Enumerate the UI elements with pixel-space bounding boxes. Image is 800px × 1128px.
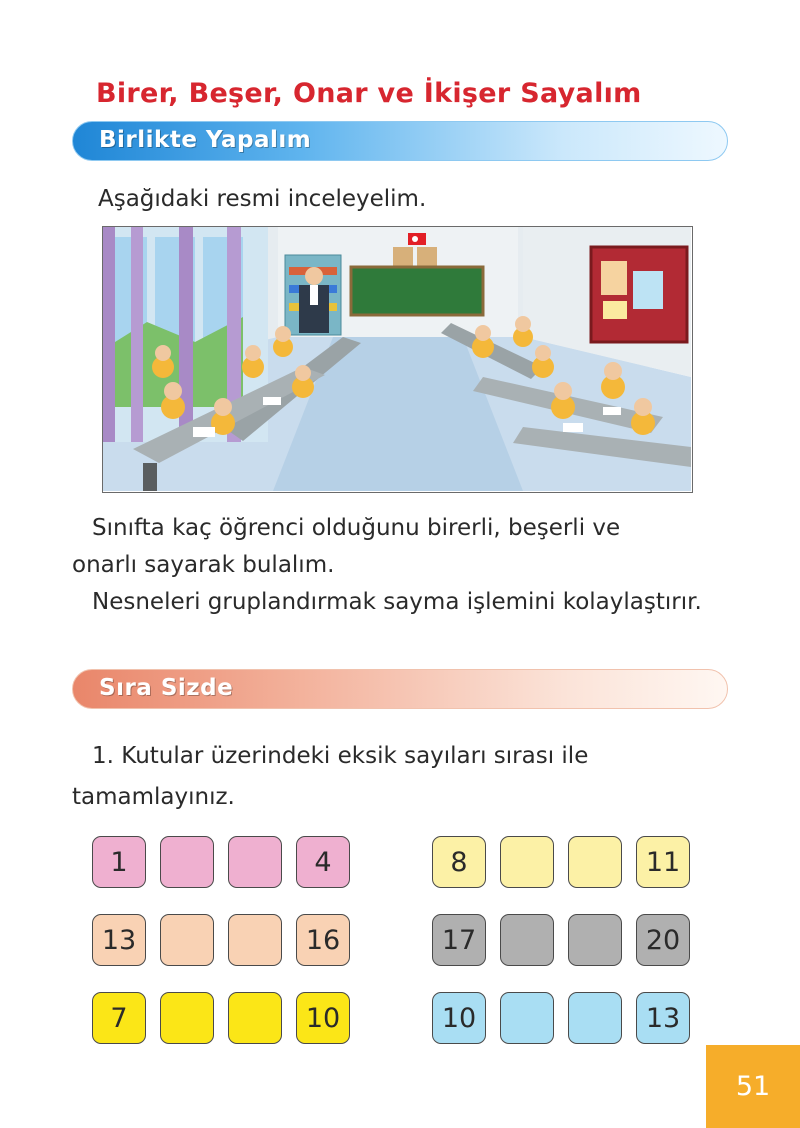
empty-number-box[interactable] (160, 914, 214, 966)
birlikte-yapalim-banner (72, 121, 728, 161)
number-box: 13 (636, 992, 690, 1044)
banner-label: Birlikte Yapalım (99, 127, 312, 153)
empty-number-box[interactable] (228, 992, 282, 1044)
page-title: Birer, Beşer, Onar ve İkişer Sayalım (96, 78, 642, 109)
empty-number-box[interactable] (500, 836, 554, 888)
banner-label: Sıra Sizde (99, 675, 234, 701)
empty-number-box[interactable] (568, 914, 622, 966)
classroom-illustration (102, 226, 693, 493)
empty-number-box[interactable] (160, 836, 214, 888)
empty-number-box[interactable] (228, 914, 282, 966)
empty-number-box[interactable] (228, 836, 282, 888)
number-box: 10 (296, 992, 350, 1044)
number-box: 10 (432, 992, 486, 1044)
number-box: 8 (432, 836, 486, 888)
empty-number-box[interactable] (160, 992, 214, 1044)
sira-sizde-banner (72, 669, 728, 709)
empty-number-box[interactable] (568, 992, 622, 1044)
exercise-line-2: tamamlayınız. (72, 784, 235, 810)
empty-number-box[interactable] (500, 914, 554, 966)
number-box: 4 (296, 836, 350, 888)
paragraph-line-2: onarlı sayarak bulalım. (72, 552, 335, 578)
number-box: 13 (92, 914, 146, 966)
number-box: 17 (432, 914, 486, 966)
paragraph-line-3: Nesneleri gruplandırmak sayma işlemini kolaylaştırır. (92, 589, 702, 615)
number-box: 16 (296, 914, 350, 966)
empty-number-box[interactable] (568, 836, 622, 888)
number-box: 1 (92, 836, 146, 888)
exercise-line-1: 1. Kutular üzerindeki eksik sayıları sırası ile (92, 743, 589, 769)
number-box: 20 (636, 914, 690, 966)
number-box: 7 (92, 992, 146, 1044)
empty-number-box[interactable] (500, 992, 554, 1044)
instruction-text: Aşağıdaki resmi inceleyelim. (98, 186, 427, 212)
paragraph-line-1: Sınıfta kaç öğrenci olduğunu birerli, beşerli ve (92, 515, 621, 541)
page-number: 51 (706, 1045, 800, 1128)
number-box: 11 (636, 836, 690, 888)
